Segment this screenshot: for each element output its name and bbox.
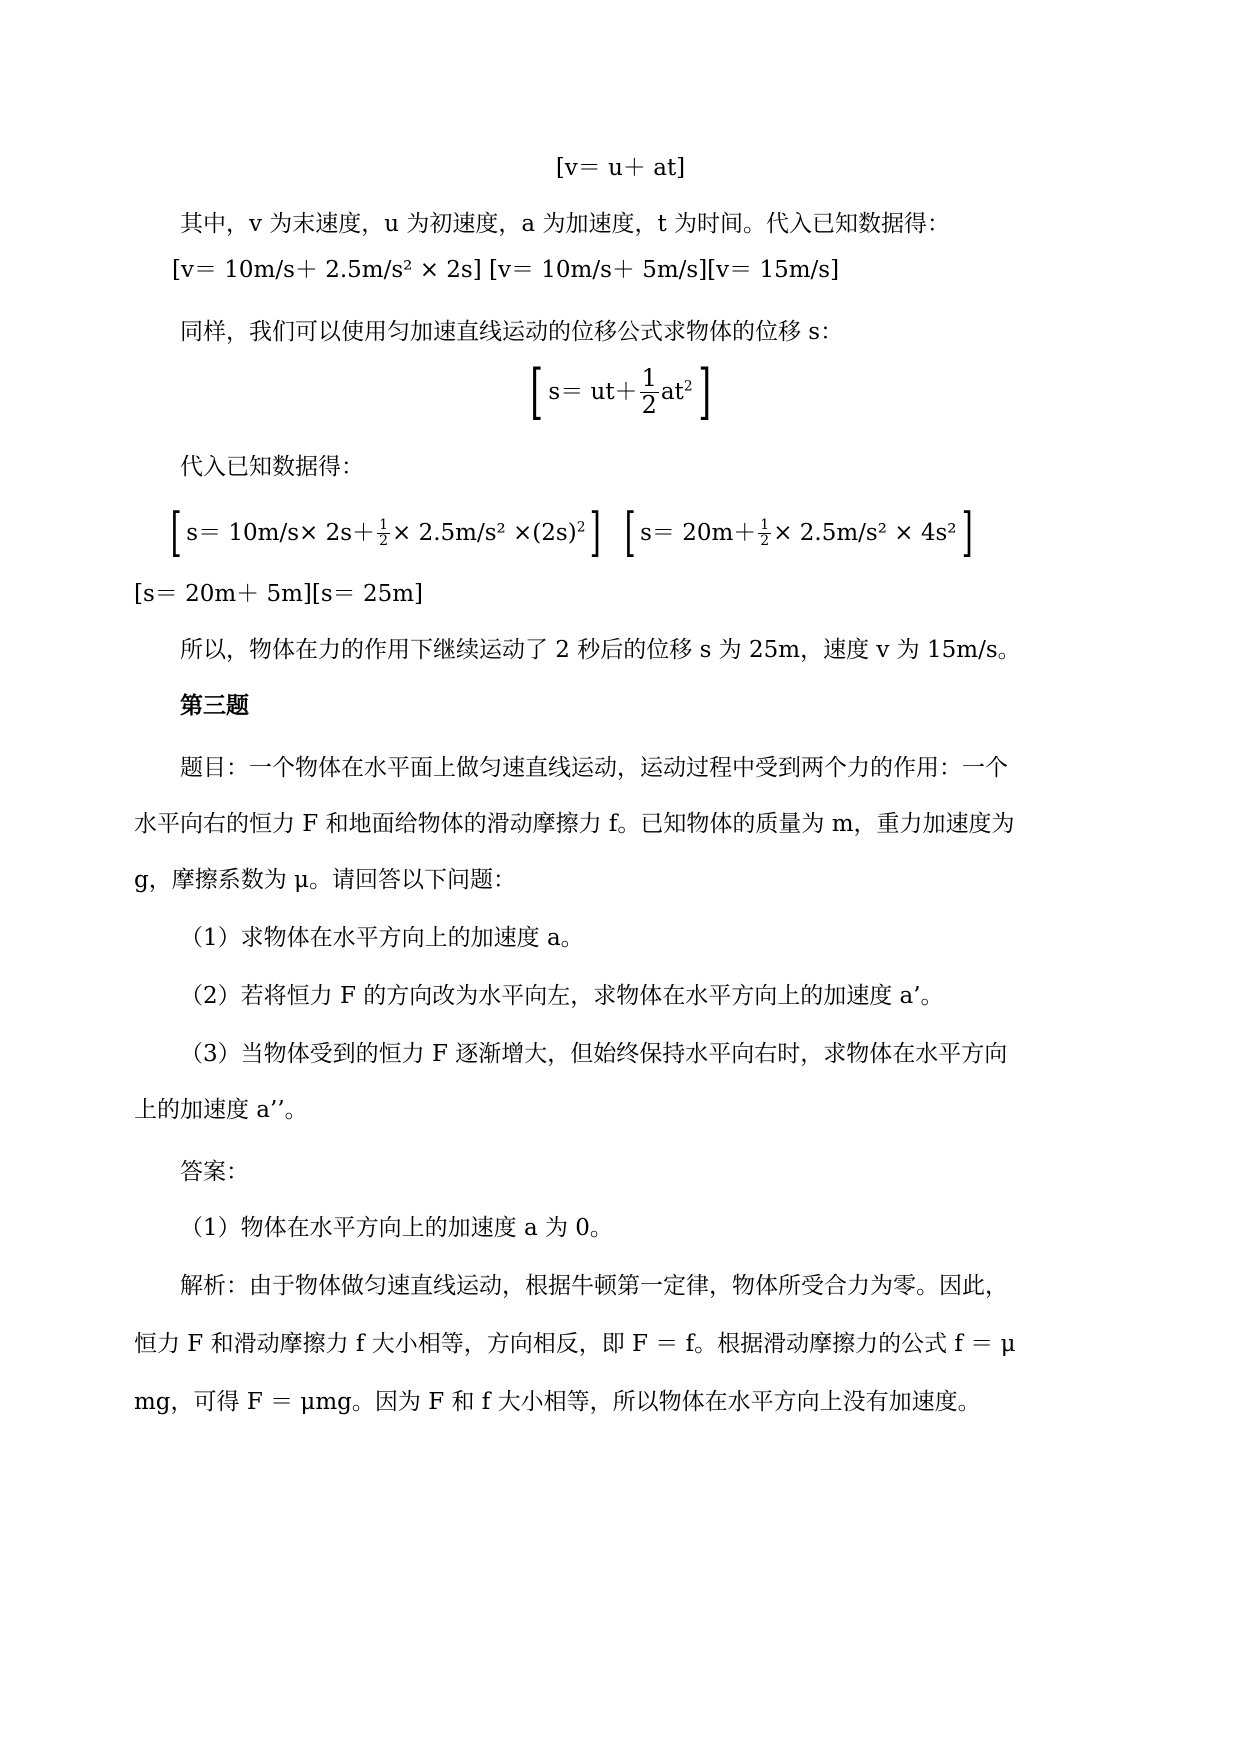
fraction-numerator: 1 xyxy=(760,516,770,533)
conclusion-line: 所以，物体在力的作用下继续运动了 2 秒后的位移 s 为 25m，速度 v 为 15m/s。 xyxy=(180,637,1021,663)
question-line-3: g，摩擦系数为 μ。请回答以下问题： xyxy=(134,867,516,893)
sub-question-2: （2）若将恒力 F 的方向改为水平向左，求物体在水平方向上的加速度 a’。 xyxy=(180,983,944,1009)
right-bracket: ] xyxy=(590,503,602,563)
calc1-post: × $2.5m/s^2 \times(2s)^2$ xyxy=(391,519,586,546)
answer-1: （1）物体在水平方向上的加速度 a 为 0。 xyxy=(180,1215,613,1241)
displacement-calculation-2: [s＝ 20m＋ 5m][s＝ 25m] xyxy=(134,581,424,607)
formula-s-post: $at^2$ xyxy=(660,378,693,405)
velocity-calculation: [v＝ 10m/s＋ 2.5m/s² × 2s] [v＝ 10m/s＋ 5m/s][v＝ 15m/s] xyxy=(172,257,840,283)
substitute-line: 代入已知数据得： xyxy=(180,454,364,480)
left-bracket: [ xyxy=(170,503,182,563)
formula-displacement xyxy=(0,357,1241,427)
fraction-denominator: 2 xyxy=(760,532,770,549)
fraction-half xyxy=(640,366,659,417)
fraction-denominator: 2 xyxy=(641,390,657,419)
exponent: 2 xyxy=(576,519,586,536)
displacement-calculation-1 xyxy=(166,503,977,563)
exponent: 2 xyxy=(683,378,693,395)
question-line-2: 水平向右的恒力 F 和地面给物体的滑动摩擦力 f。已知物体的质量为 m，重力加速度为 xyxy=(134,811,1015,837)
fraction-denominator: 2 xyxy=(379,532,388,549)
fraction-numerator: 1 xyxy=(379,516,388,533)
calc1-pre: s＝ 10m/s× 2s＋ xyxy=(186,520,376,546)
fraction-half xyxy=(758,518,771,548)
fraction-numerator: 1 xyxy=(641,364,657,393)
calc2-pre: s＝ 20m＋ xyxy=(640,520,757,546)
calc2-post: × 2.5m/s² × 4s² xyxy=(773,520,957,546)
fraction-half xyxy=(377,518,390,548)
right-bracket: ] xyxy=(697,357,711,427)
sub-question-1: （1）求物体在水平方向上的加速度 a。 xyxy=(180,925,584,951)
formula-velocity: [v＝ u＋ at] xyxy=(555,155,686,181)
analysis-line-3: mg，可得 F ＝ μmg。因为 F 和 f 大小相等，所以物体在水平方向上没有加速度。 xyxy=(134,1389,981,1415)
sub-question-3-line-1: （3）当物体受到的恒力 F 逐渐增大，但始终保持水平向右时，求物体在水平方向 xyxy=(180,1041,1008,1067)
question-line-1: 题目：一个物体在水平面上做匀速直线运动，运动过程中受到两个力的作用：一个 xyxy=(180,755,1008,781)
likewise-line: 同样，我们可以使用匀加速直线运动的位移公式求物体的位移 s： xyxy=(180,319,844,345)
sub-question-3-line-2: 上的加速度 a’’。 xyxy=(134,1097,308,1123)
answer-label: 答案： xyxy=(180,1159,249,1185)
section-title: 第三题 xyxy=(180,693,249,719)
where-line: 其中，v 为末速度，u 为初速度，a 为加速度，t 为时间。代入已知数据得： xyxy=(180,211,951,237)
left-bracket: [ xyxy=(530,357,544,427)
analysis-line-1: 解析：由于物体做匀速直线运动，根据牛顿第一定律，物体所受合力为零。因此， xyxy=(180,1273,1008,1299)
formula-s-pre: s＝ ut＋ xyxy=(548,379,638,405)
right-bracket: ] xyxy=(961,503,973,563)
left-bracket: [ xyxy=(624,503,636,563)
analysis-line-2: 恒力 F 和滑动摩擦力 f 大小相等，方向相反，即 F ＝ f。根据滑动摩擦力的公式 f ＝ μ xyxy=(134,1331,1016,1357)
